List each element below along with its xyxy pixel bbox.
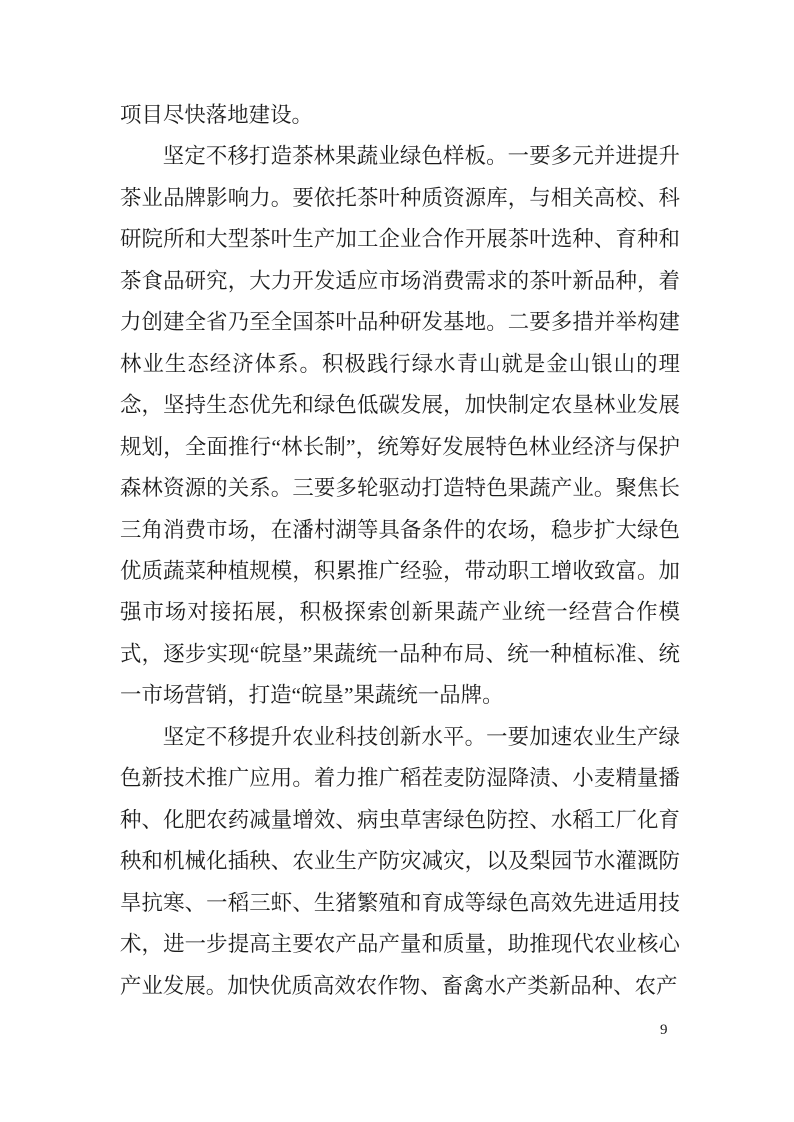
paragraph-agricultural-science-technology: 坚定不移提升农业科技创新水平。一要加速农业生产绿色新技术推广应用。着力推广稻茬麦防湿降渍、小麦精量播种、化肥农药减量增效、病虫草害绿色防控、水稻工厂化育秧和机械化插秧、农业生产防灾减灾，以及梨园节水灌溉防旱抗寒、一稻三虾、生猪繁殖和育成等绿色高效先进适用技术，进一步提高主要农产品产量和质量，助推现代农业核心产业发展。加快优质高效农作物、畜禽水产类新品种、农产 <box>120 724 680 998</box>
paragraph-tea-forest-fruit-vegetable: 坚定不移打造茶林果蔬业绿色样板。一要多元并进提升茶业品牌影响力。要依托茶叶种质资源库，与相关高校、科研院所和大型茶叶生产加工企业合作开展茶叶选种、育种和茶食品研究，大力开发适应市场消费需求的茶叶新品种，着力创建全省乃至全国茶叶品种研发基地。二要多措并举构建林业生态经济体系。积极践行绿水青山就是金山银山的理念，坚持生态优先和绿色低碳发展，加快制定农垦林业发展规划，全面推行“林长制”，统筹好发展特色林业经济与保护森林资源的关系。三要多轮驱动打造特色果蔬产业。聚焦长三角消费市场，在潘村湖等具备条件的农场，稳步扩大绿色优质蔬菜种植规模，积累推广经验，带动职工增收致富。加强市场对接拓展，积极探索创新果蔬产业统一经营合作模式，逐步实现“皖垦”果蔬统一品种布局、统一种植标准、统一市场营销，打造“皖垦”果蔬统一品牌。 <box>120 144 680 708</box>
paragraph-continuation: 项目尽快落地建设。 <box>120 103 313 127</box>
document-body <box>120 95 680 1007</box>
page-number: 9 <box>660 1022 668 1038</box>
